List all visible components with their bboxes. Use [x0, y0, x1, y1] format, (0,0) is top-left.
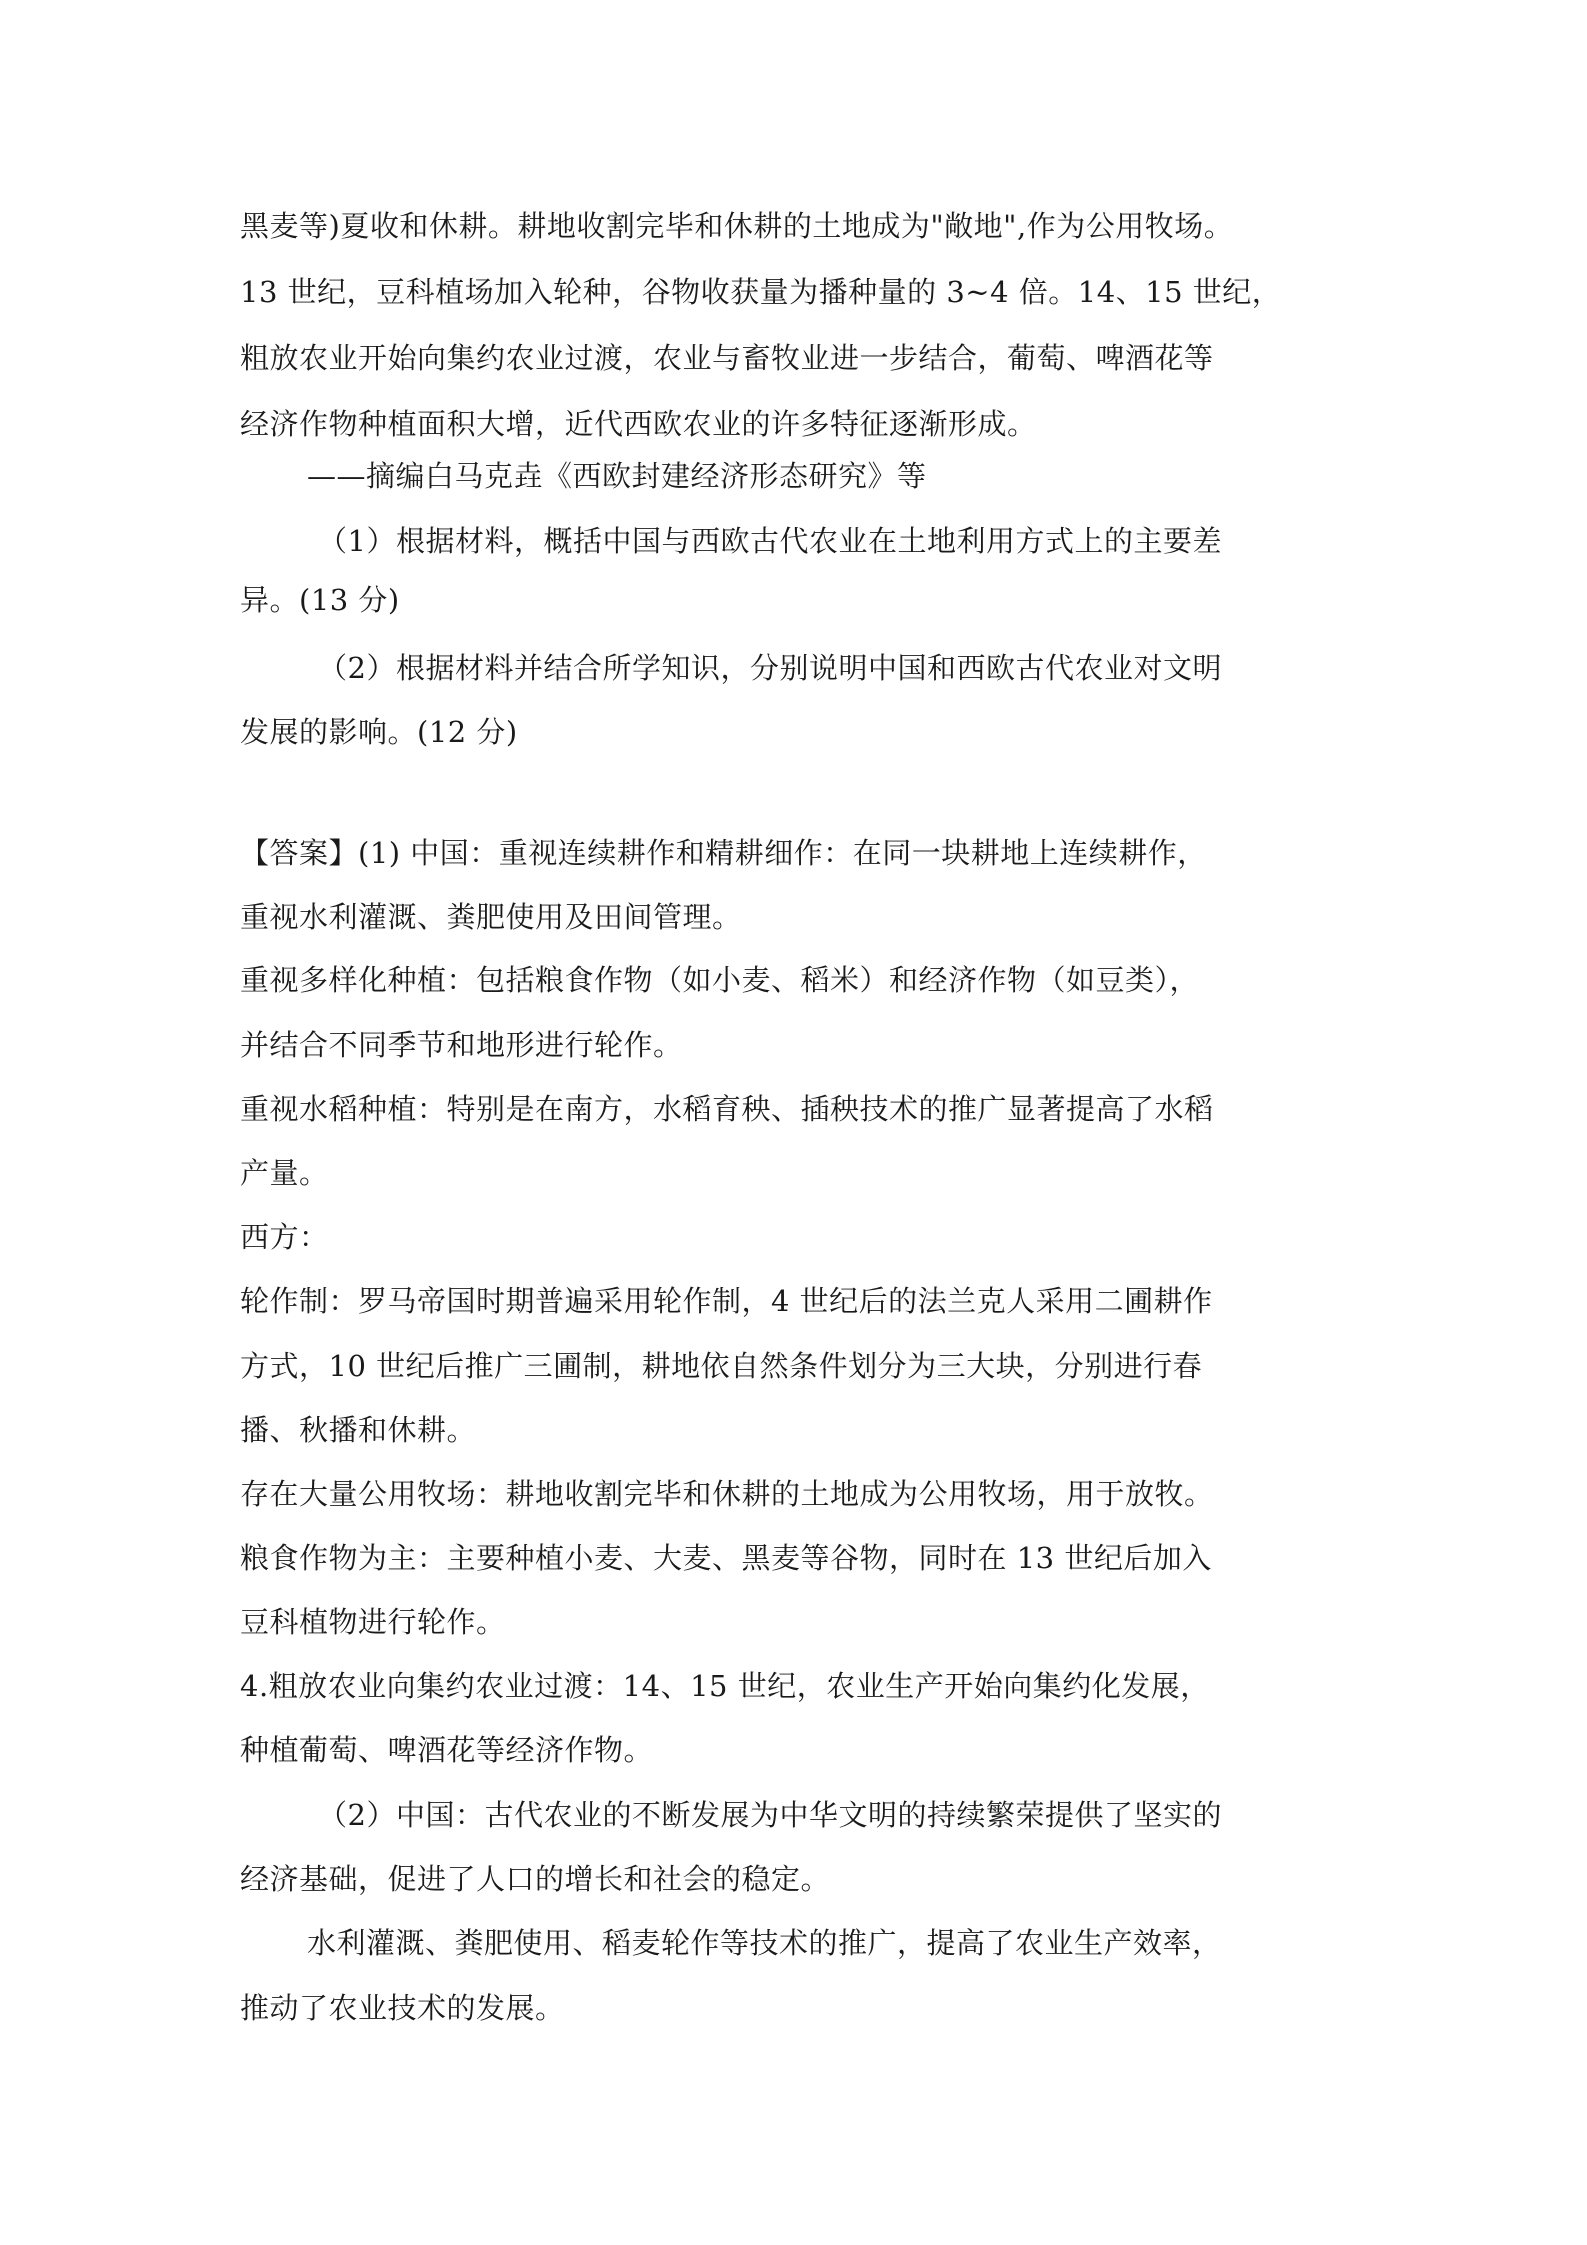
answer-line-11: 存在大量公用牧场：耕地收割完毕和休耕的土地成为公用牧场，用于放牧。: [240, 1477, 1214, 1511]
question-1-line-1: （1）根据材料，概括中国与西欧古代农业在土地利用方式上的主要差: [318, 524, 1222, 558]
material-line-2: 13 世纪，豆科植场加入轮种，谷物收获量为播种量的 3~4 倍。14、15 世纪，: [240, 275, 1282, 309]
material-line-1: 黑麦等)夏收和休耕。耕地收割完毕和休耕的土地成为"敞地",作为公用牧场。: [240, 209, 1234, 243]
question-2-line-2: 发展的影响。(12 分): [240, 715, 518, 749]
answer-line-12: 粮食作物为主：主要种植小麦、大麦、黑麦等谷物，同时在 13 世纪后加入: [240, 1541, 1212, 1575]
answer-part2-line-4: 推动了农业技术的发展。: [240, 1991, 565, 2025]
answer-line-6: 产量。: [240, 1156, 329, 1190]
question-2-line-1: （2）根据材料并结合所学知识，分别说明中国和西欧古代农业对文明: [318, 651, 1222, 685]
answer-line-1: 【答案】(1) 中国：重视连续耕作和精耕细作：在同一块耕地上连续耕作，: [240, 836, 1207, 870]
answer-line-5: 重视水稻种植：特别是在南方，水稻育秧、插秧技术的推广显著提高了水稻: [240, 1092, 1214, 1126]
material-source: ——摘编白马克垚《西欧封建经济形态研究》等: [307, 459, 927, 493]
answer-line-8: 轮作制：罗马帝国时期普遍采用轮作制，4 世纪后的法兰克人采用二圃耕作: [240, 1284, 1213, 1318]
answer-part2-line-1: （2）中国：古代农业的不断发展为中华文明的持续繁荣提供了坚实的: [318, 1798, 1222, 1832]
answer-line-2: 重视水利灌溉、粪肥使用及田间管理。: [240, 900, 742, 934]
question-1-line-2: 异。(13 分): [240, 583, 400, 617]
answer-part2-line-3: 水利灌溉、粪肥使用、稻麦轮作等技术的推广，提高了农业生产效率，: [307, 1926, 1222, 1960]
material-line-3: 粗放农业开始向集约农业过渡，农业与畜牧业进一步结合，葡萄、啤酒花等: [240, 341, 1214, 375]
answer-line-10: 播、秋播和休耕。: [240, 1413, 477, 1447]
answer-line-9: 方式，10 世纪后推广三圃制，耕地依自然条件划分为三大块，分别进行春: [240, 1349, 1203, 1383]
answer-line-4: 并结合不同季节和地形进行轮作。: [240, 1028, 683, 1062]
answer-part2-line-2: 经济基础，促进了人口的增长和社会的稳定。: [240, 1862, 831, 1896]
answer-line-7: 西方：: [240, 1220, 329, 1254]
material-line-4: 经济作物种植面积大增，近代西欧农业的许多特征逐渐形成。: [240, 407, 1037, 441]
answer-line-15: 种植葡萄、啤酒花等经济作物。: [240, 1733, 654, 1767]
answer-line-3: 重视多样化种植：包括粮食作物（如小麦、稻米）和经济作物（如豆类），: [240, 963, 1200, 997]
answer-line-14: 4.粗放农业向集约农业过渡：14、15 世纪，农业生产开始向集约化发展，: [240, 1669, 1210, 1703]
answer-line-13: 豆科植物进行轮作。: [240, 1605, 506, 1639]
